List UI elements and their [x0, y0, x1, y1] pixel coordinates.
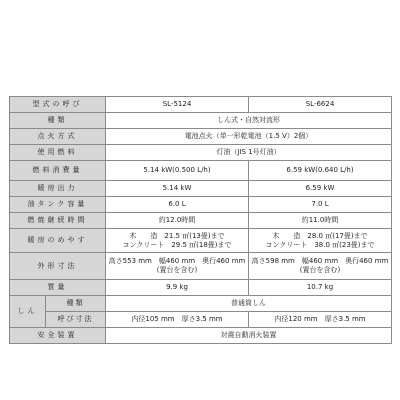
weight-value-1: 9.9 kg: [106, 280, 249, 296]
dimensions-value-1-note: (置台を含む): [156, 266, 198, 274]
row-tank: [10, 197, 392, 213]
tank-value-2: 7.0 L: [249, 197, 392, 213]
dimensions-value-1: [106, 253, 249, 280]
safety-value: 対震自動消火装置: [106, 328, 392, 344]
burn-time-value-1: 約12.0時間: [106, 213, 249, 229]
wick-size-value-1: 内径105 mm 厚さ3.5 mm: [106, 312, 249, 328]
ignition-label: 点火方式: [10, 129, 106, 145]
safety-label: 安全装置: [10, 328, 106, 344]
fuel-label: 使用燃料: [10, 145, 106, 161]
wick-type-value: 普通筒しん: [106, 296, 392, 312]
row-dimensions: [10, 253, 392, 280]
row-wick-type: [10, 296, 392, 312]
consumption-label: 燃料消費量: [10, 161, 106, 181]
room-value-1-wood: 木 造 21.5 ㎡(13畳)まで: [129, 231, 225, 240]
dimensions-value-2-size: 高さ598 mm 幅460 mm 奥行460 mm: [251, 257, 389, 265]
dimensions-value-2: [249, 253, 392, 280]
type-label: 種類: [10, 113, 106, 129]
wick-size-value-2: 内径120 mm 厚さ3.5 mm: [249, 312, 392, 328]
type-value: しん式・自然対流形: [106, 113, 392, 129]
dimensions-value-1-size: 高さ553 mm 幅460 mm 奥行460 mm: [108, 257, 246, 265]
room-value-1-concrete: コンクリート 29.5 ㎡(18畳)まで: [122, 240, 232, 249]
weight-label: 質量: [10, 280, 106, 296]
consumption-value-1: 5.14 kW(0.500 L/h): [106, 161, 249, 181]
room-value-2-wood: 木 造 28.0 ㎡(17畳)まで: [272, 231, 368, 240]
burn-time-value-2: 約11.0時間: [249, 213, 392, 229]
row-burn-time: [10, 213, 392, 229]
room-value-2: [249, 229, 392, 253]
row-output: [10, 181, 392, 197]
row-weight: [10, 280, 392, 296]
row-consumption: [10, 161, 392, 181]
model-2: SL-6624: [249, 97, 392, 113]
spec-table: [9, 96, 392, 344]
ignition-value: 電池点火（単一形乾電池（1.5 V）2個）: [106, 129, 392, 145]
output-value-1: 5.14 kW: [106, 181, 249, 197]
room-value-1: [106, 229, 249, 253]
burn-time-label: 燃焼継続時間: [10, 213, 106, 229]
dimensions-label: 外形寸法: [10, 253, 106, 280]
wick-type-label: 種類: [46, 296, 106, 312]
header-row: [10, 97, 392, 113]
tank-label: 油タンク容量: [10, 197, 106, 213]
output-value-2: 6.59 kW: [249, 181, 392, 197]
output-label: 暖房出力: [10, 181, 106, 197]
header-label: 型式の呼び: [10, 97, 106, 113]
row-room: [10, 229, 392, 253]
row-safety: [10, 328, 392, 344]
fuel-value: 灯油（JIS 1号灯油）: [106, 145, 392, 161]
row-fuel: [10, 145, 392, 161]
wick-label: しん: [10, 296, 46, 328]
consumption-value-2: 6.59 kW(0.640 L/h): [249, 161, 392, 181]
tank-value-1: 6.0 L: [106, 197, 249, 213]
model-1: SL-5124: [106, 97, 249, 113]
room-label: 暖房のめやす: [10, 229, 106, 253]
wick-size-label: 呼び寸法: [46, 312, 106, 328]
row-type: [10, 113, 392, 129]
weight-value-2: 10.7 kg: [249, 280, 392, 296]
room-value-2-concrete: コンクリート 38.0 ㎡(23畳)まで: [265, 240, 375, 249]
dimensions-value-2-note: (置台を含む): [299, 266, 341, 274]
row-ignition: [10, 129, 392, 145]
row-wick-size: [10, 312, 392, 328]
